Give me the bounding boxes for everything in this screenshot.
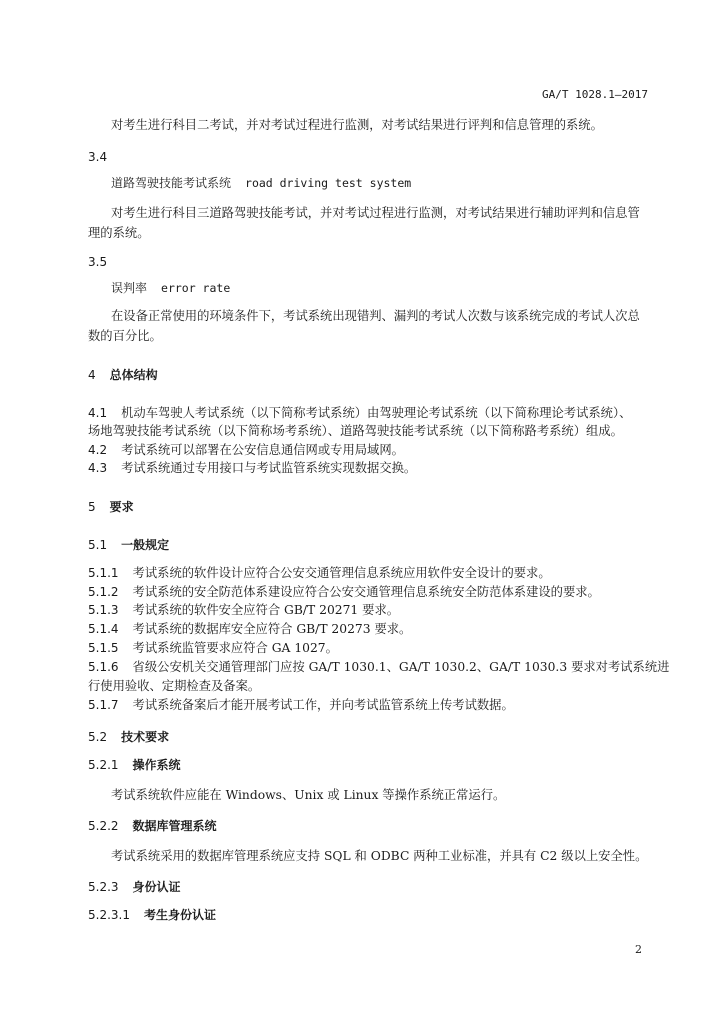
clause-5-2-1-body: 考试系统软件应能在 Windows、Unix 或 Linux 等操作系统正常运行。 — [111, 788, 506, 802]
clause-number: 5.1.6 — [88, 660, 119, 674]
clause-5-2-1-heading — [88, 757, 181, 773]
clause-5-1-6 — [88, 659, 669, 675]
clause-number: 5.1.7 — [88, 698, 119, 712]
clause-4-1-continued: 场地驾驶技能考试系统（以下简称场考系统）、道路驾驶技能考试系统（以下简称路考系统）组成。 — [88, 424, 623, 438]
clause-5-1-7 — [88, 697, 514, 713]
clause-number: 5.1.5 — [88, 641, 119, 655]
clause-5-1-1 — [88, 565, 551, 581]
clause-title: 操作系统 — [132, 758, 181, 772]
clause-title: 数据库管理系统 — [132, 819, 217, 833]
clause-number: 5.1.2 — [88, 585, 119, 599]
clause-4-2 — [88, 442, 404, 458]
clause-5-1-4 — [88, 621, 411, 637]
clause-5-1-heading — [88, 537, 169, 553]
clause-number: 5.2.3 — [88, 880, 119, 894]
clause-5-2-heading — [88, 729, 169, 745]
clause-number: 5.2 — [88, 730, 108, 744]
clause-5-2-3-1-heading — [88, 907, 216, 923]
page-number: 2 — [635, 943, 642, 956]
clause-5-2-2-heading — [88, 818, 217, 834]
clause-5-1-6-continued: 行使用验收、定期检查及备案。 — [88, 679, 261, 693]
clause-5-2-3-heading — [88, 879, 181, 895]
clause-3-5-definition-line2: 数的百分比。 — [88, 329, 162, 343]
clause-title: 技术要求 — [121, 730, 170, 744]
clause-text: 省级公安机关交通管理部门应按 GA/T 1030.1、GA/T 1030.2、GA/T 1030.3 要求对考试系统进 — [132, 660, 670, 674]
clause-3-5-definition-line1: 在设备正常使用的环境条件下，考试系统出现错判、漏判的考试人次数与该系统完成的考试人次总 — [111, 309, 640, 323]
clause-title: 一般规定 — [121, 538, 170, 552]
clause-title: 考生身份认证 — [143, 908, 216, 922]
term-chinese: 道路驾驶技能考试系统 — [111, 176, 232, 190]
clause-number: 5.1 — [88, 538, 108, 552]
clause-5-1-3 — [88, 602, 399, 618]
clause-4-1 — [88, 405, 631, 421]
clause-number: 4.3 — [88, 461, 108, 475]
clause-text: 考试系统通过专用接口与考试监管系统实现数据交换。 — [121, 461, 417, 475]
clause-text: 考试系统可以部署在公安信息通信网或专用局域网。 — [121, 443, 404, 457]
clause-number: 5.2.2 — [88, 819, 119, 833]
section-number: 5 — [88, 500, 96, 514]
clause-number: 5.2.3.1 — [88, 908, 130, 922]
term-chinese: 误判率 — [111, 281, 148, 295]
clause-3-4-number: 3.4 — [88, 150, 108, 164]
clause-3-4-definition-line2: 理的系统。 — [88, 226, 150, 240]
section-5-heading — [88, 499, 134, 515]
clause-3-4-term — [111, 175, 411, 191]
clause-number: 5.1.4 — [88, 622, 119, 636]
clause-text: 考试系统的数据库安全应符合 GB/T 20273 要求。 — [132, 622, 412, 636]
clause-text: 考试系统的软件设计应符合公安交通管理信息系统应用软件安全设计的要求。 — [132, 566, 551, 580]
term-english: road driving test system — [245, 176, 412, 190]
clause-number: 5.2.1 — [88, 758, 119, 772]
clause-3-5-number: 3.5 — [88, 255, 108, 269]
clause-text: 机动车驾驶人考试系统（以下简称考试系统）由驾驶理论考试系统（以下简称理论考试系统）、 — [121, 406, 632, 420]
clause-5-2-2-body: 考试系统采用的数据库管理系统应支持 SQL 和 ODBC 两种工业标准，并具有 C2 级以上安全性。 — [111, 849, 648, 863]
clause-text: 考试系统监管要求应符合 GA 1027。 — [132, 641, 338, 655]
term-english: error rate — [161, 281, 231, 295]
clause-text: 考试系统备案后才能开展考试工作，并向考试监管系统上传考试数据。 — [132, 698, 514, 712]
clause-number: 5.1.3 — [88, 603, 119, 617]
standard-number: GA/T 1028.1—2017 — [542, 88, 648, 101]
clause-5-1-5 — [88, 640, 338, 656]
section-title: 要求 — [109, 500, 134, 514]
clause-5-1-2 — [88, 584, 600, 600]
clause-4-3 — [88, 460, 416, 476]
section-number: 4 — [88, 368, 96, 382]
clause-title: 身份认证 — [132, 880, 181, 894]
clause-text: 考试系统的软件安全应符合 GB/T 20271 要求。 — [132, 603, 400, 617]
clause-3-5-term — [111, 280, 230, 296]
clause-3-4-definition-line1: 对考生进行科目三道路驾驶技能考试，并对考试过程进行监测，对考试结果进行辅助评判和信息管 — [111, 206, 640, 220]
section-title: 总体结构 — [109, 368, 158, 382]
clause-text: 考试系统的安全防范体系建设应符合公安交通管理信息系统安全防范体系建设的要求。 — [132, 585, 600, 599]
clause-number: 4.1 — [88, 406, 108, 420]
section-4-heading — [88, 367, 158, 383]
clause-3-3-definition: 对考生进行科目二考试，并对考试过程进行监测，对考试结果进行评判和信息管理的系统。 — [111, 118, 603, 132]
clause-number: 4.2 — [88, 443, 108, 457]
clause-number: 5.1.1 — [88, 566, 119, 580]
